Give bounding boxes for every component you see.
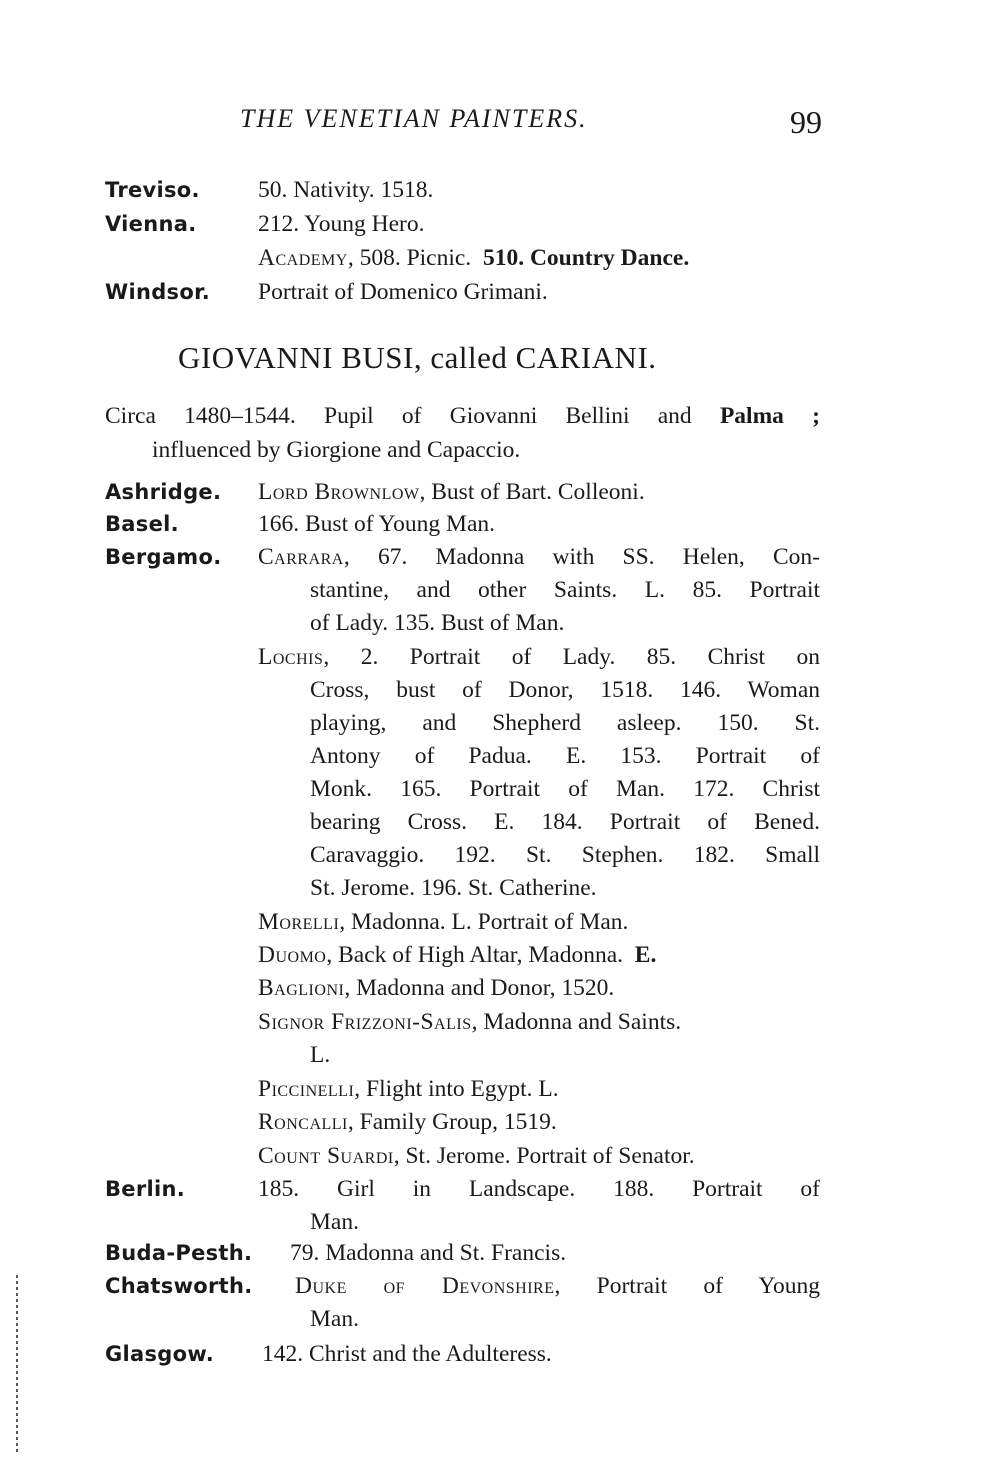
running-title: THE VENETIAN PAINTERS. (240, 104, 588, 133)
entry-vienna: 212. Young Hero. (258, 211, 425, 237)
entry-ashridge: Lord Brownlow, Bust of Bart. Colleoni. (258, 479, 645, 505)
page-number: 99 (790, 104, 822, 140)
intro-line-1: Circa 1480–1544. Pupil of Giovanni Bellini and Palma ; (105, 403, 820, 429)
place-glasgow: Glasgow. (105, 1342, 214, 1366)
page-header (230, 100, 830, 140)
place-windsor: Windsor. (105, 280, 211, 304)
entry-lochis-7: Caravaggio. 192. St. Stephen. 182. Small (310, 842, 820, 868)
entry-lochis-4: Antony of Padua. E. 153. Portrait of (310, 743, 820, 769)
entry-vienna-academy: Academy, 508. Picnic. 510. Country Dance. (258, 245, 690, 271)
entry-piccinelli: Piccinelli, Flight into Egypt. L. (258, 1076, 559, 1102)
scan-edge-mark (16, 1275, 18, 1455)
place-buda-pesth: Buda-Pesth. (105, 1241, 253, 1265)
entry-lochis-2: Cross, bust of Donor, 1518. 146. Woman (310, 677, 820, 703)
entry-basel: 166. Bust of Young Man. (258, 511, 495, 537)
entry-chatsworth-1: Duke of Devonshire, Portrait of Young (295, 1273, 821, 1299)
place-treviso: Treviso. (105, 178, 200, 202)
entry-chatsworth-2: Man. (310, 1306, 359, 1332)
entry-treviso: 50. Nativity. 1518. (258, 177, 434, 203)
place-chatsworth: Chatsworth. (105, 1274, 253, 1298)
entry-roncalli: Roncalli, Family Group, 1519. (258, 1109, 557, 1135)
bold-work: 510. Country Dance. (482, 245, 690, 271)
entry-lochis-6: bearing Cross. E. 184. Portrait of Bened. (310, 809, 820, 835)
entry-carrara-1: Carrara, 67. Madonna with SS. Helen, Con- (258, 544, 820, 570)
entry-buda-pesth: 79. Madonna and St. Francis. (290, 1240, 567, 1266)
entry-frizzoni-1: Signor Frizzoni-Salis, Madonna and Saints. (258, 1009, 682, 1035)
entry-frizzoni-2: L. (310, 1042, 331, 1068)
entry-berlin-2: Man. (310, 1209, 359, 1235)
entry-carrara-2: stantine, and other Saints. L. 85. Portrait (310, 577, 820, 603)
entry-lochis-8: St. Jerome. 196. St. Catherine. (310, 875, 597, 901)
entry-windsor: Portrait of Domenico Grimani. (258, 279, 548, 305)
place-ashridge: Ashridge. (105, 480, 222, 504)
section-heading: GIOVANNI BUSI, called CARIANI. (178, 340, 657, 375)
entry-glasgow: 142. Christ and the Adulteress. (262, 1341, 552, 1367)
place-basel: Basel. (105, 512, 179, 536)
place-berlin: Berlin. (105, 1177, 186, 1201)
place-vienna: Vienna. (105, 212, 197, 236)
entry-morelli: Morelli, Madonna. L. Portrait of Man. (258, 909, 629, 935)
intro-line-2: influenced by Giorgione and Capaccio. (152, 437, 521, 463)
entry-baglioni: Baglioni, Madonna and Donor, 1520. (258, 975, 615, 1001)
entry-lochis-3: playing, and Shepherd asleep. 150. St. (310, 710, 820, 736)
entry-suardi: Count Suardi, St. Jerome. Portrait of Senator. (258, 1143, 695, 1169)
entry-duomo: Duomo, Back of High Altar, Madonna. E. (258, 942, 657, 968)
entry-lochis-5: Monk. 165. Portrait of Man. 172. Christ (310, 776, 820, 802)
place-bergamo: Bergamo. (105, 545, 222, 569)
collection-academy: Academy (258, 245, 348, 271)
entry-carrara-3: of Lady. 135. Bust of Man. (310, 610, 565, 636)
entry-berlin-1: 185. Girl in Landscape. 188. Portrait of (258, 1176, 820, 1202)
entry-lochis-1: Lochis, 2. Portrait of Lady. 85. Christ on (258, 644, 820, 670)
